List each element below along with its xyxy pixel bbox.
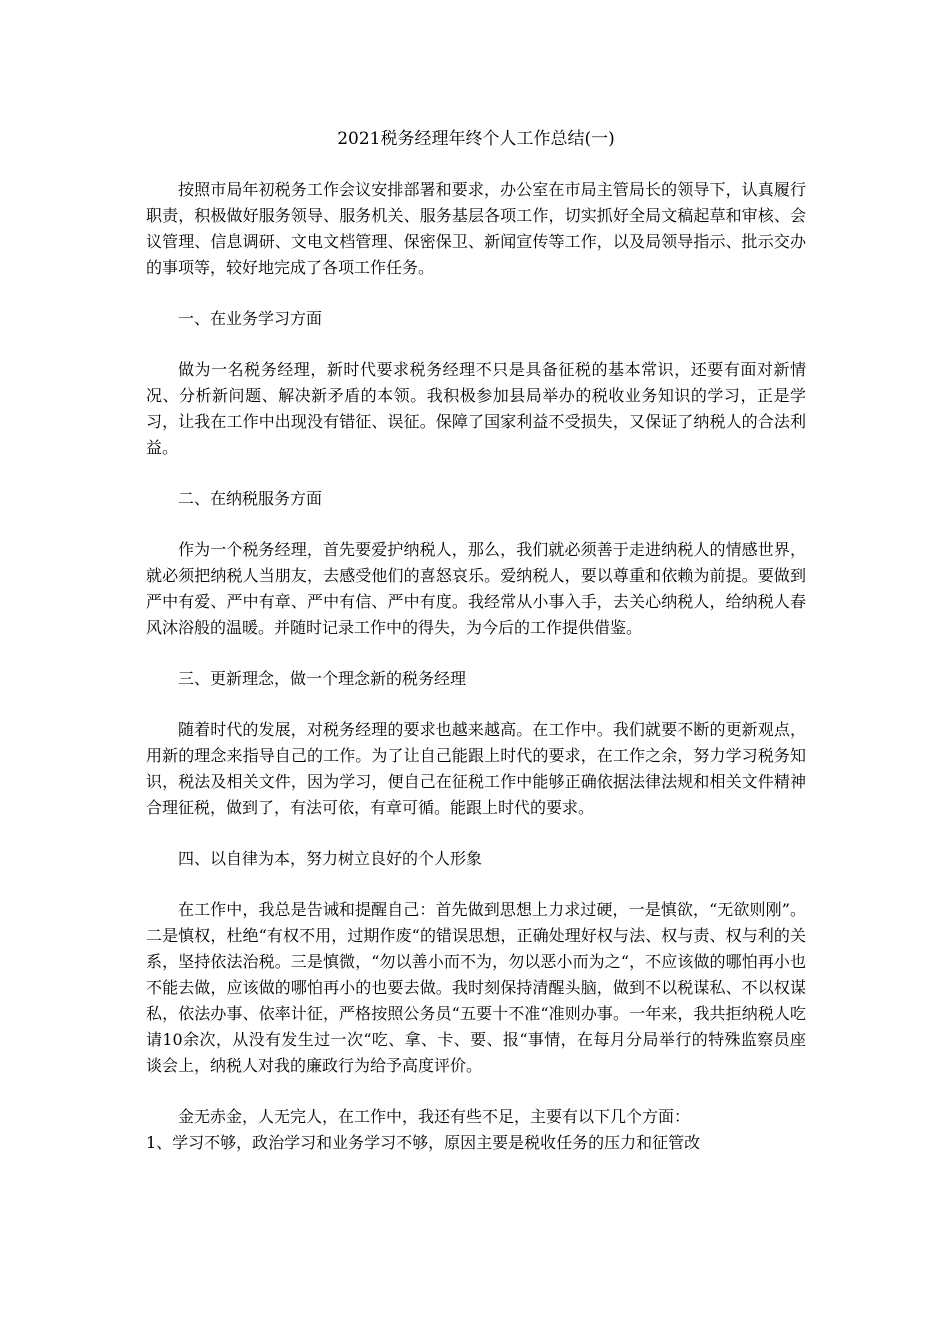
shortcomings-intro: 金无赤金，人无完人，在工作中，我还有些不足，主要有以下几个方面： — [178, 1107, 691, 1126]
section-paragraph-2: 作为一个税务经理，首先要爱护纳税人，那么，我们就必须善于走进纳税人的情感世界，就必须把纳税人当朋友，去感受他们的喜怒哀乐。爱纳税人，要以尊重和依赖为前提。要做到严中有爱、严中有章、严中有信、严中有度。我经常从小事入手，去关心纳税人，给纳税人春风沐浴般的温暖。并随时记录工作中的得失，为今后的工作提供借鉴。 — [146, 540, 806, 637]
intro-paragraph: 按照市局年初税务工作会议安排部署和要求，办公室在市局主管局长的领导下，认真履行职责，积极做好服务领导、服务机关、服务基层各项工作，切实抓好全局文稿起草和审核、会议管理、信息调研、文电文档管理、保密保卫、新闻宣传等工作，以及局领导指示、批示交办的事项等，较好地完成了各项工作任务。 — [146, 180, 806, 277]
section-paragraph-4: 在工作中，我总是告诫和提醒自己：首先做到思想上力求过硬，一是慎欲，“无欲则刚”。二是慎权，杜绝“有权不用，过期作废“的错误思想，正确处理好权与法、权与责、权与利的关系，坚持依法治税。三是慎微，“勿以善小而不为，勿以恶小而为之“，不应该做的哪怕再小也不能去做，应该做的哪怕再小的也要去做。我时刻保持清醒头脑，做到不以税谋私、不以权谋私，依法办事、依率计征，严格按照公务员“五要十不准“准则办事。一年来，我共拒纳税人吃请10余次，从没有发生过一次“吃、拿、卡、要、报“事情，在每月分局举行的特殊监察员座谈会上，纳税人对我的廉政行为给予高度评价。 — [146, 900, 806, 1075]
shortcoming-item-1: 1、学习不够，政治学习和业务学习不够，原因主要是税收任务的压力和征管改 — [146, 1133, 701, 1152]
section-paragraph-1: 做为一名税务经理，新时代要求税务经理不只是具备征税的基本常识，还要有面对新情况、分析新问题、解决新矛盾的本领。我积极参加县局举办的税收业务知识的学习，正是学习，让我在工作中出现没有错征、误征。保障了国家利益不受损失，又保证了纳税人的合法利益。 — [146, 360, 806, 457]
section-heading-3: 三、更新理念，做一个理念新的税务经理 — [178, 669, 467, 688]
section-paragraph-3: 随着时代的发展，对税务经理的要求也越来越高。在工作中。我们就要不断的更新观点，用新的理念来指导自己的工作。为了让自己能跟上时代的要求，在工作之余，努力学习税务知识，税法及相关文件，因为学习，便自己在征税工作中能够正确依据法律法规和相关文件精神合理征税，做到了，有法可依，有章可循。能跟上时代的要求。 — [146, 720, 806, 817]
document-title: 2021税务经理年终个人工作总结(一) — [337, 129, 615, 149]
document-page — [146, 126, 806, 1156]
section-heading-1: 一、在业务学习方面 — [178, 309, 323, 328]
section-heading-4: 四、以自律为本，努力树立良好的个人形象 — [178, 849, 483, 868]
section-heading-2: 二、在纳税服务方面 — [178, 489, 323, 508]
